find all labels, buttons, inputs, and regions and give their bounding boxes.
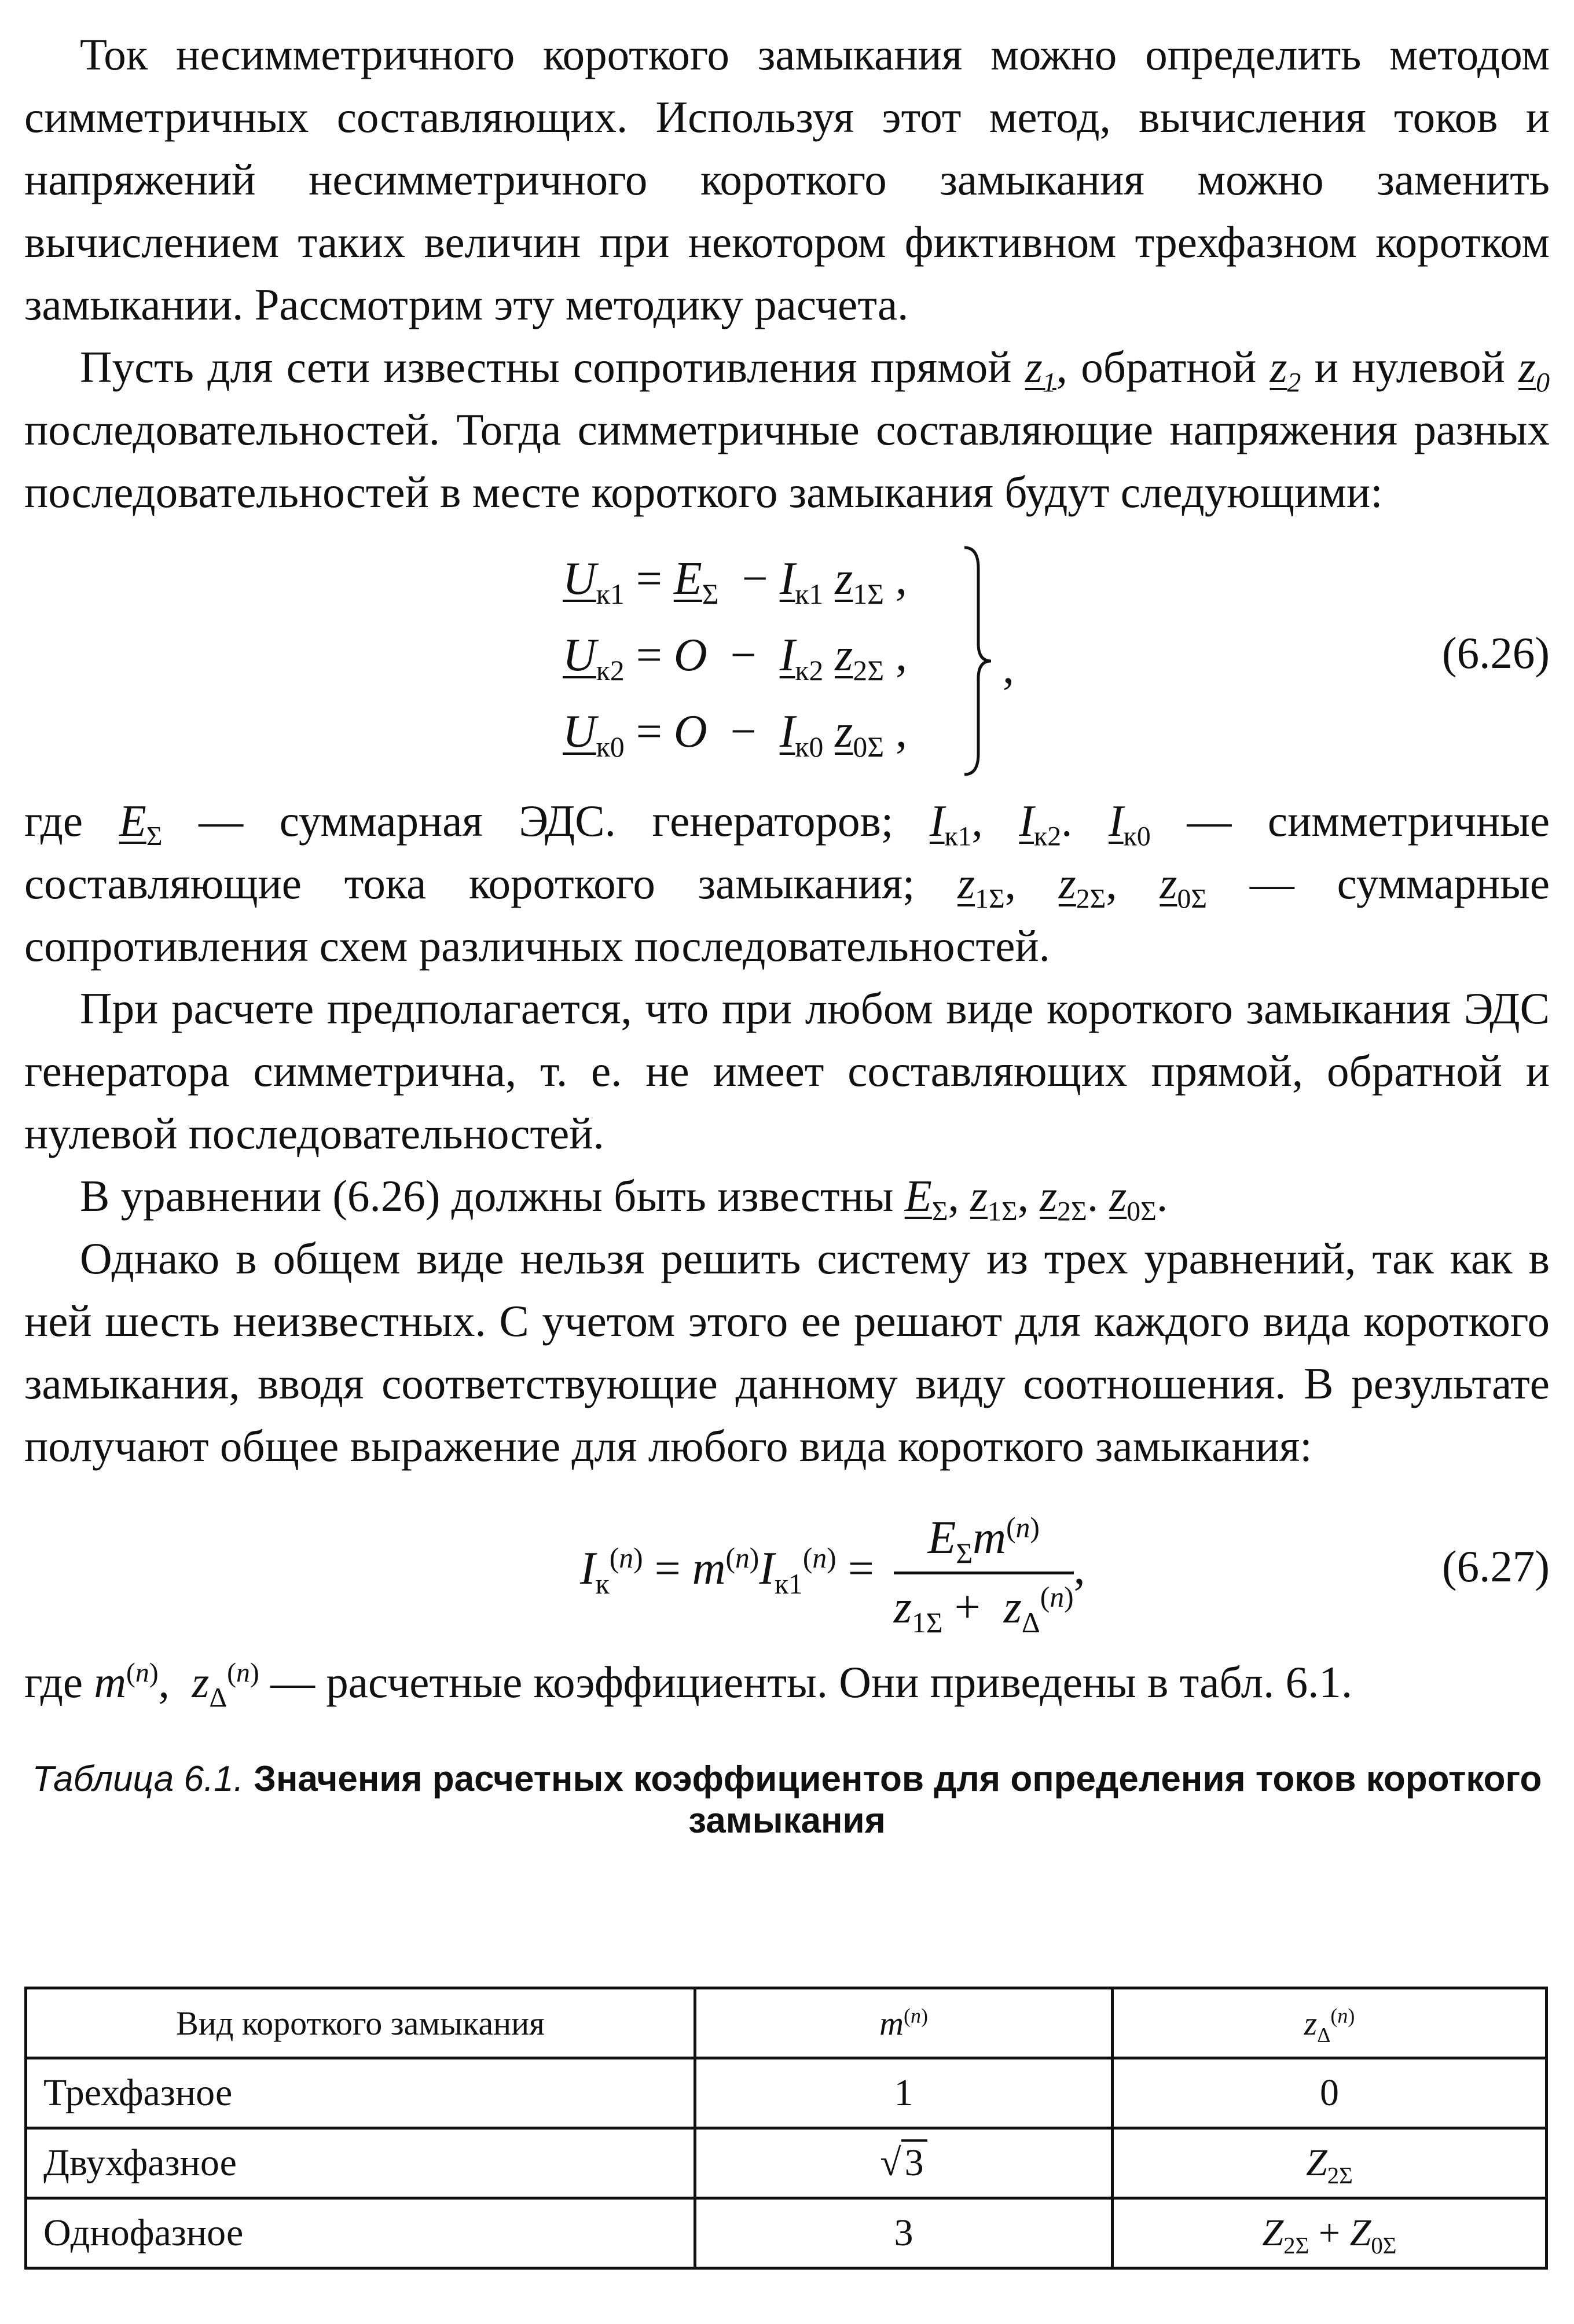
paragraph-2-text-c: и нулевой (1314, 342, 1505, 392)
symbol-z2: $z_2$ (1270, 342, 1301, 398)
equation-row-3: $U_{к0} = O - I_{к0}$ $z_{0\Sigma}$ , (563, 706, 908, 763)
cell-z: $Z_{2\Sigma}$ (1113, 2128, 1547, 2198)
symbol-I-k0: I (1108, 796, 1124, 846)
symbol-z0: $z_0$ (1518, 342, 1550, 398)
paragraph-3-text-b: — суммарная ЭДС. генераторов; (199, 796, 894, 846)
header-m: $m^{(n)}$ (695, 1988, 1113, 2058)
cell-m: 1 (695, 2058, 1113, 2128)
equation-number-6-27: (6.27) (1441, 1541, 1550, 1591)
table-caption-title: Значения расчетных коэффициентов для определения токов короткого замыкания (254, 1759, 1542, 1841)
paragraph-6: Однако в общем виде нельзя решить систему из трех уравнений, так как в ней шесть неизвестных. С учетом этого ее решают для каждого вида короткого замыкания, вводя соответствующие данному виду соотношения. В результате получают общее выражение для любого вида короткого замыкания: (24, 1233, 1550, 1471)
symbol-z1: $z_1$ (1025, 342, 1056, 398)
symbol-z-2sigma: z (1058, 858, 1076, 908)
cell-type: Двухфазное (26, 2128, 695, 2198)
cell-type: Однофазное (26, 2198, 695, 2268)
paragraph-3-text-d: — суммарные сопротивления схем различных последовательностей. (24, 858, 1550, 971)
cell-m: 3 (695, 2198, 1113, 2268)
paragraph-3: где $E_\Sigma$ — суммарная ЭДС. генераторов; $I_{к1}$, $I_{к2}$. $I_{к0}$ — симметричные составляющие тока короткого замыкания; $z_{1\Sigma}$, $z_{2\Sigma}$, $z_{0\Sigma}$ — суммарные сопротивления схем различных последовательностей. (24, 796, 1550, 971)
paragraph-2-text-b: , обратной (1056, 342, 1257, 392)
table-header-row (26, 1988, 1547, 2058)
symbol-I-k2: I (1019, 796, 1034, 846)
symbol-E-sigma: E (119, 796, 146, 846)
equation-6-27 (24, 1500, 1550, 1651)
cell-m: √3 (695, 2128, 1113, 2198)
cell-z: $Z_{2\Sigma} + Z_{0\Sigma}$ (1113, 2198, 1547, 2268)
equation-6-27-body: $I_к^{(n)} = m^{(n)}I_{к1}^{(n)}$ = $\frac{E_\Sigma m^{(n)}}{z_{1\Sigma} + z_\Delta^{(n)}}$ , (580, 1511, 1085, 1639)
paragraph-4: При расчете предполагается, что при любом виде короткого замыкания ЭДС генератора симметрична, т. е. не имеет составляющих прямой, обратной и нулевой последовательностей. (24, 983, 1550, 1158)
paragraph-7: где $m^{(n)}$, $z_\Delta^{(n)}$ — расчетные коэффициенты. Они приведены в табл. 6.1. (24, 1657, 1353, 1713)
cell-z: 0 (1113, 2058, 1547, 2128)
paragraph-5-text: В уравнении (6.26) должны быть известны (80, 1171, 894, 1221)
table-row (26, 2128, 1547, 2198)
paragraph-2-text-d: последовательностей. Тогда симметричные составляющие напряжения разных последовательностей в месте короткого замыкания будут следующими: (24, 405, 1550, 517)
paragraph-3-text-a: где (24, 796, 83, 846)
fraction: $\frac{E_\Sigma m^{(n)}}{z_{1\Sigma} + z_\Delta^{(n)}}$ (893, 1511, 1074, 1639)
table-caption-prefix: Таблица 6.1. (32, 1759, 244, 1799)
table-row (26, 2058, 1547, 2128)
paragraph-3-text-c: — симметричные составляющие тока короткого замыкания; (24, 796, 1550, 908)
paragraph-2-text-a: Пусть для сети известны сопротивления прямой (80, 342, 1012, 392)
equation-row-1: $U_{к1} = E_\Sigma - I_{к1}$ $z_{1\Sigma}$ , (563, 553, 908, 610)
symbol-I-k1: I (929, 796, 945, 846)
cell-type: Трехфазное (26, 2058, 695, 2128)
equation-comma: , (1003, 643, 1014, 693)
table-caption (24, 1758, 1550, 1842)
equation-number-6-26: (6.26) (1441, 628, 1550, 678)
paragraph-5: В уравнении (6.26) должны быть известны $E_\Sigma$, $z_{1\Sigma}$, $z_{2\Sigma}$. $z_{0\Sigma}$. (80, 1171, 1168, 1227)
equation-row-2: $U_{к2} = O - I_{к2}$ $z_{2\Sigma}$ , (563, 630, 908, 686)
header-type: Вид короткого замыкания (26, 1988, 695, 2058)
coefficients-table (24, 1987, 1548, 2270)
symbol-z-1sigma: z (957, 858, 975, 908)
paragraph-2 (24, 336, 1550, 523)
table-row (26, 2198, 1547, 2268)
right-brace-icon (961, 545, 996, 777)
header-z: $z_\Delta^{(n)}$ (1113, 1988, 1547, 2058)
paragraph-1: Ток несимметричного короткого замыкания можно определить методом симметричных составляющих. Используя этот метод, вычисления токов и напряжений несимметричного короткого замыкания можно заменить вычислением таких величин при некотором фиктивном трехфазном коротком замыкании. Рассмотрим эту методику расчета. (24, 30, 1550, 329)
equation-6-26 (24, 541, 1550, 784)
symbol-z-0sigma: z (1160, 858, 1177, 908)
paragraph-7-text-a: где (24, 1657, 83, 1707)
paragraph-7-text-b: — расчетные коэффициенты. Они приведены в табл. 6.1. (270, 1657, 1353, 1707)
